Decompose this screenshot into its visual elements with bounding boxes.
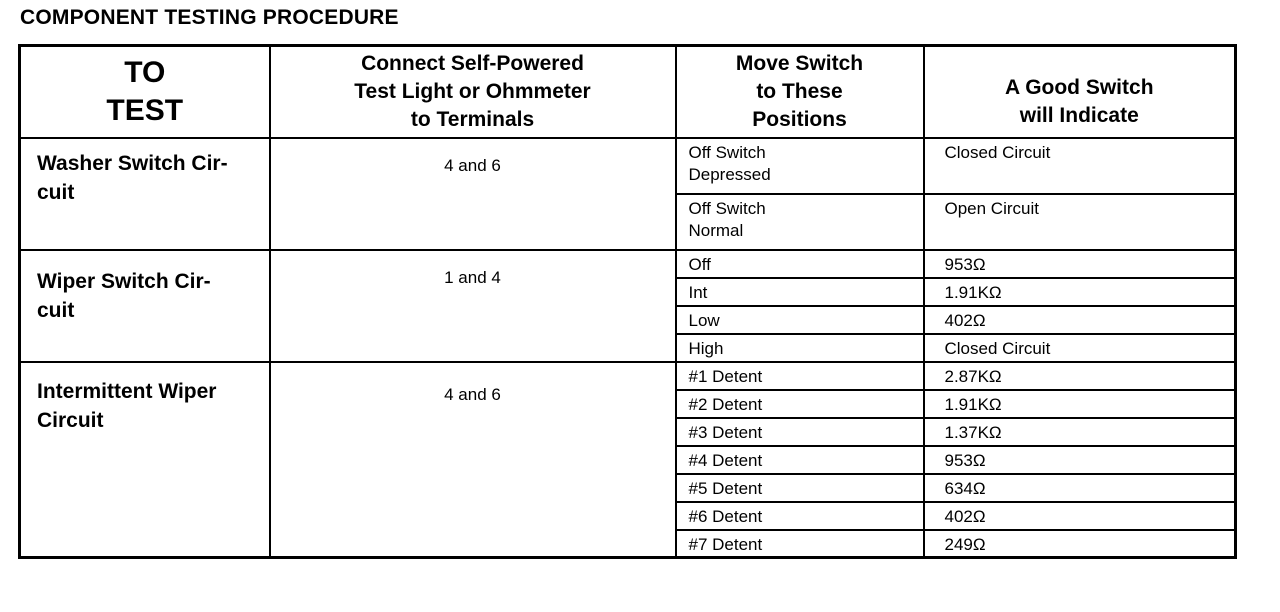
position-cell: #1 Detent bbox=[676, 362, 924, 390]
indication-cell: 402Ω bbox=[924, 502, 1236, 530]
indication-cell: 1.37KΩ bbox=[924, 418, 1236, 446]
table-row bbox=[20, 138, 1236, 194]
indication-cell: 1.91KΩ bbox=[924, 278, 1236, 306]
position-cell: #5 Detent bbox=[676, 474, 924, 502]
test-name-cell: Washer Switch Cir- cuit bbox=[20, 138, 270, 250]
header-move-switch: Move Switch to These Positions bbox=[676, 46, 924, 138]
indication-cell: 402Ω bbox=[924, 306, 1236, 334]
position-cell: #4 Detent bbox=[676, 446, 924, 474]
test-name-cell: Wiper Switch Cir- cuit bbox=[20, 250, 270, 362]
indication-cell: 2.87KΩ bbox=[924, 362, 1236, 390]
indication-cell: Closed Circuit bbox=[924, 334, 1236, 362]
position-cell: High bbox=[676, 334, 924, 362]
terminals-cell: 4 and 6 bbox=[270, 362, 676, 558]
header-to-test: TO TEST bbox=[20, 46, 270, 138]
position-cell: #7 Detent bbox=[676, 530, 924, 558]
table-row bbox=[20, 362, 1236, 390]
indication-cell: 634Ω bbox=[924, 474, 1236, 502]
position-cell: Off Switch Normal bbox=[676, 194, 924, 250]
indication-cell: 249Ω bbox=[924, 530, 1236, 558]
test-name-cell: Intermittent Wiper Circuit bbox=[20, 362, 270, 558]
testing-procedure-table bbox=[18, 44, 1237, 559]
position-cell: #2 Detent bbox=[676, 390, 924, 418]
page-title: COMPONENT TESTING PROCEDURE bbox=[20, 6, 399, 29]
header-row bbox=[20, 46, 1236, 138]
position-cell: Low bbox=[676, 306, 924, 334]
terminals-cell: 1 and 4 bbox=[270, 250, 676, 362]
position-cell: Off Switch Depressed bbox=[676, 138, 924, 194]
header-good-switch: A Good Switch will Indicate bbox=[924, 46, 1236, 138]
position-cell: Off bbox=[676, 250, 924, 278]
header-connect-terminals: Connect Self-Powered Test Light or Ohmmeter to Terminals bbox=[270, 46, 676, 138]
indication-cell: 953Ω bbox=[924, 250, 1236, 278]
table-row bbox=[20, 250, 1236, 278]
indication-cell: Open Circuit bbox=[924, 194, 1236, 250]
indication-cell: Closed Circuit bbox=[924, 138, 1236, 194]
position-cell: Int bbox=[676, 278, 924, 306]
terminals-cell: 4 and 6 bbox=[270, 138, 676, 250]
indication-cell: 953Ω bbox=[924, 446, 1236, 474]
position-cell: #3 Detent bbox=[676, 418, 924, 446]
indication-cell: 1.91KΩ bbox=[924, 390, 1236, 418]
position-cell: #6 Detent bbox=[676, 502, 924, 530]
